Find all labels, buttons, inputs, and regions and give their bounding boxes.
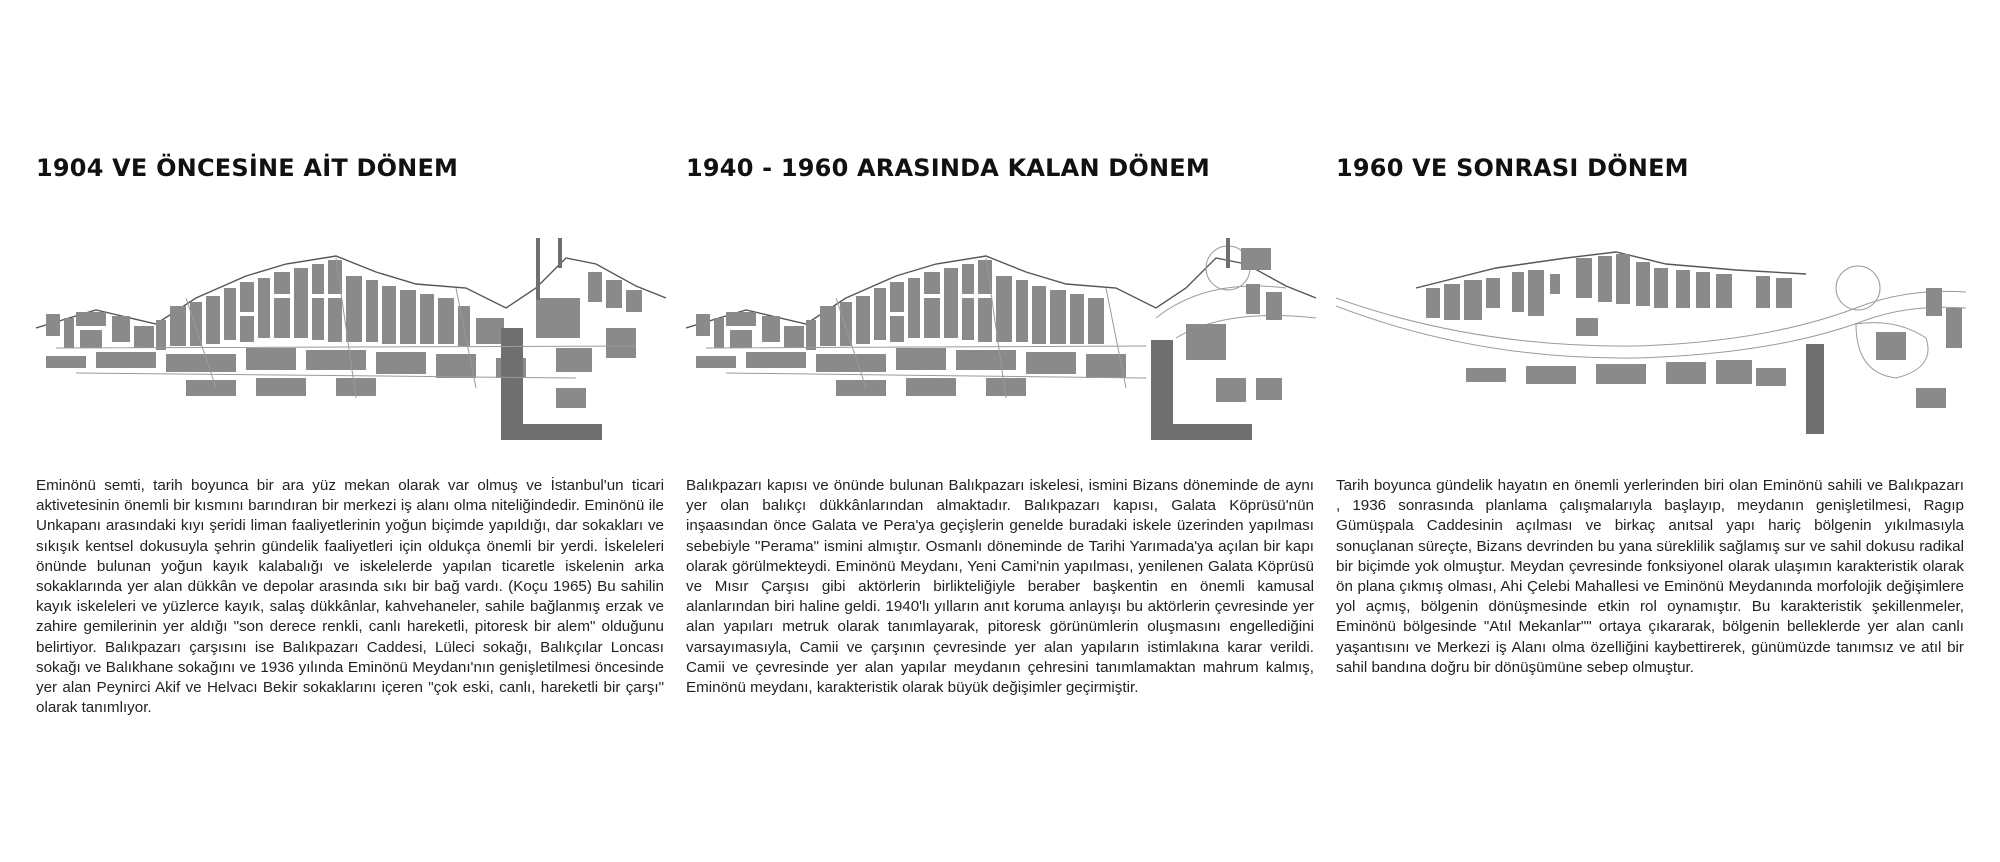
panel-body-text: Balıkpazarı kapısı ve önünde bulunan Balıkpazarı iskelesi, ismini Bizans döneminde de aynı yer olan balıkçı dükkânlarından almaktadır. Balıkpazarı kapısı, Galata Köprüsü'nün inşaasından önce Galata ve Pera'ya geçişlerin genelde buradaki iskele üzerinden yapılması sebebiyle "Perama" ismini almıştır. Osmanlı döneminde de Tarihi Yarımada'ya açılan bir kapı olarak görülmekteydi. Eminönü Meydanı, Yeni Cami'nin yapılması, yenilenen Galata Köprüsü ve Mısır Çarşısı gibi aktörlerin birlikteliğiyle beraber başkentin en önemli kamusal alanlarından biri haline geldi. 1940'lı yılların anıt koruma anlayışı bu aktörlerin çevresinde yer alan yapıları metruk olarak tanımlayarak, pitoresk görünümlerin oluşmasını engellediğini varsayımasıyla, Camii ve çarşının çevresinde yer alan yapıların istimlakına karar verildi. Camii ve çevresinde yer alan yapılar meydanın çehresini tanımlamaktan mahrum kalmış, Eminönü meydanı, karakteristik olarak büyük değişimler geçirmiştir. [686,477,1314,697]
panel-body-text: Tarih boyunca gündelik hayatın en önemli yerlerinden biri olan Eminönü sahili ve Balıkpazarı , 1936 sonrasında planlama çalışmalarıyla başlayıp, meydanın genişletilmesi, Ragıp Gümüşpala Caddesinin açılması ve birkaç anıtsal yapı hariç bölgenin yıkılmasıyla sonuçlanan süreçte, Bizans devrinden bu yana süreklilik sağlamış sur ve sahil dokusu radikal bir biçimde yok olmuştur. Meydan çevresinde fonksiyonel olarak ulaşımın karakteristik olarak ön plana çıkmış olması, Ahi Çelebi Mahallesi ve Eminönü Meydanında morfolojik değişimlere yol açmış, bölgenin dönüşmesinde etkin rol oynamıştır. Bu karakteristik şekillenmeler, Eminönü bölgesinde "Atıl Mekanlar"" ortaya çıkararak, bölgenin belleklerde yer alan canlı yaşantısını ve Merkezi iş Alanı olma özelliğini kaybettirerek, günümüzde tanımsız ve atıl bir sahil bandına doğru bir dönüşümüne sebep olmuştur. [1336,477,1964,676]
panel-body-text: Eminönü semti, tarih boyunca bir ara yüz mekan olarak var olmuş ve İstanbul'un ticari aktivetesinin önemli bir kısmını barındıran bir merkezi iş alanı olma niteliğindedir. Eminönü ile Unkapanı arasındaki kıyı şeridi liman faaliyetlerinin yoğun biçimde yapıldığı, dar sokakları ve sıkışık kentsel dokusuyla şehrin gündelik faaliyetleri için oldukça önemli bir yerdi. İskeleleri önünde bulunan yoğun kayık kalabalığı ve iskelelerde yapılan ticaretle iskelenin arka sokaklarında yer alan dükkân ve depolar arasında sıkı bir bağ vardı. (Koçu 1965) Bu sahilin kayık iskeleleri ve yüzlerce kayık, salaş dükkânlar, kahvehaneler, sahile bağlanmış erzak ve zahire gemilerinin yer aldığı "son derece renkli, canlı hareketli, pitoresk bir alem" olduğunu belirtiyor. Balıkpazarı çarşısını ise Balıkpazarı Caddesi, Lüleci sokağı, Balıkçılar Loncası sokağı ve Balıkhane sokağını ve 1936 yılında Eminönü Meydanı'nın genişletilmesi öncesinde yer alan Peynirci Akif ve Helvacı Bekir sokaklarını içeren "çok eski, canlı, hareketli bir çarşı" olarak tanımlıyor. [36,477,664,717]
map-1940-1960-plan [686,228,1316,448]
map-1960-sonrasi-svg [1336,228,1966,448]
map-1904-svg [36,228,666,448]
panel-title: 1960 VE SONRASI DÖNEM [1336,154,1689,182]
panel-1960-sonrasi [1336,0,1966,862]
map-1960-sonrasi-plan [1336,228,1966,448]
map-1940-1960-svg [686,228,1316,448]
panel-title: 1940 - 1960 ARASINDA KALAN DÖNEM [686,154,1210,182]
panel-1940-1960 [686,0,1316,862]
map-1904-plan [36,228,666,448]
panel-1904 [36,0,666,862]
panel-title: 1904 VE ÖNCESİNE AİT DÖNEM [36,154,459,182]
